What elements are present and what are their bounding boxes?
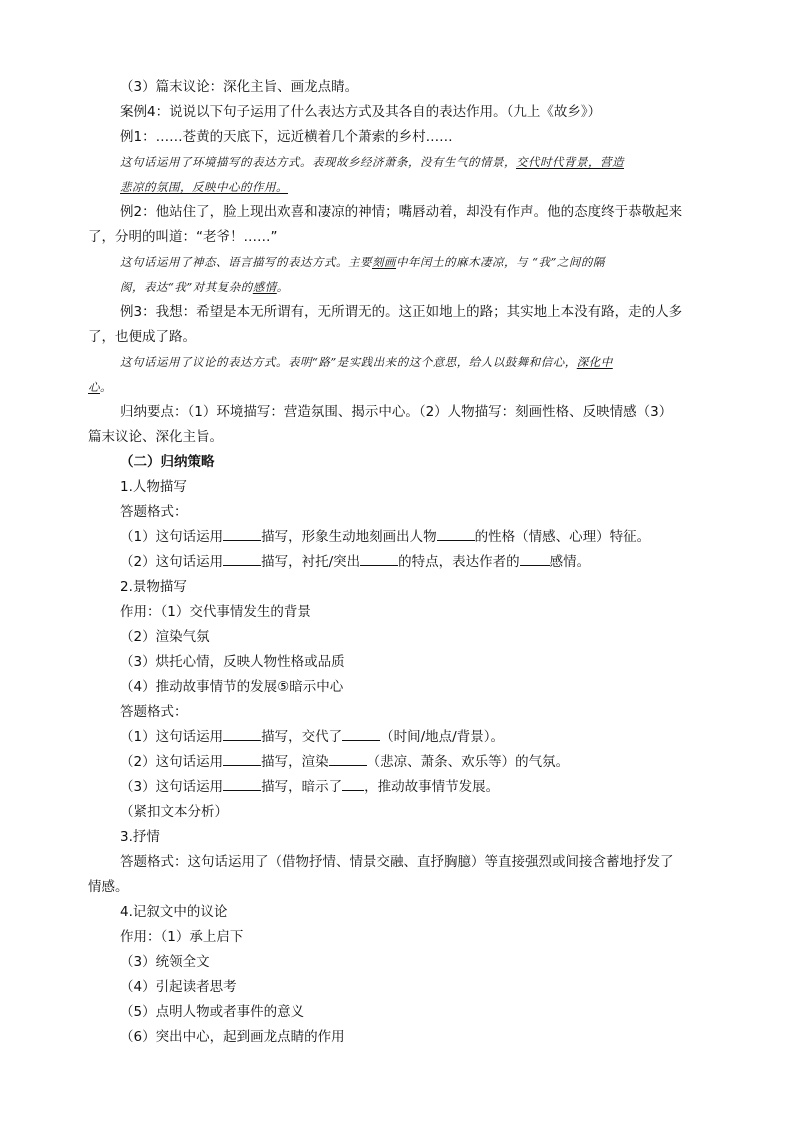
text: （3）这句话运用 (120, 779, 224, 795)
text: 篇末议论、深化主旨。 (88, 429, 223, 445)
text-line (120, 1003, 304, 1021)
fill-blank (329, 753, 367, 766)
text: 描写，暗示了 (261, 779, 343, 795)
text-line (120, 653, 345, 671)
text: 的特点，表达作者的 (398, 554, 520, 570)
fill-blank (223, 528, 261, 541)
text: 。 (100, 380, 112, 394)
text: 描写，渲染 (261, 754, 329, 770)
text: 答题格式： (120, 704, 188, 720)
text: 例1：……苍黄的天底下，远近横着几个萧索的乡村…… (120, 129, 453, 145)
text: （悲凉、萧条、欢乐等）的气氛。 (366, 754, 570, 770)
text: 例2：他站住了，脸上现出欢喜和凄凉的神情；嘴唇动着，却没有作声。他的态度终于恭敬起来 (120, 204, 683, 220)
text: 了，也便成了路。 (88, 329, 196, 345)
fill-blank (520, 553, 550, 566)
text: 案例4：说说以下句子运用了什么表达方式及其各自的表达作用。（九上《故乡》） (120, 104, 602, 120)
text: 作用：（1）承上启下 (120, 929, 244, 945)
fill-blank (223, 778, 261, 791)
text-line (120, 928, 243, 946)
answer-template (120, 753, 569, 771)
text: 这句话运用了议论的表达方式。表明“路”是实践出来的这个意思，给人以鼓舞和信心， (120, 355, 577, 369)
fill-blank (223, 753, 261, 766)
text-line (120, 978, 237, 996)
text-line (120, 853, 674, 871)
text-line (120, 953, 210, 971)
underlined-text: 交代时代背景，营造 (516, 155, 624, 169)
text: 这句话运用了神态、语言描写的表达方式。主要 (120, 255, 372, 269)
example-3 (120, 303, 682, 321)
text: 归纳要点：（1）环境描写：营造氛围、揭示中心。（2）人物描写：刻画性格、反映情感（3） (120, 404, 673, 420)
fill-blank (342, 778, 364, 791)
text-line (88, 428, 223, 446)
text: （2）这句话运用 (120, 754, 224, 770)
text: （2）渲染气氛 (120, 629, 210, 645)
text: 答题格式：这句话运用了（借物抒情、情景交融、直抒胸臆）等直接强烈或间接含蓄地抒发了 (120, 854, 674, 870)
summary-points (120, 403, 672, 421)
text: 2.景物描写 (120, 579, 187, 595)
handwritten-answer (120, 178, 288, 196)
text-line (120, 628, 210, 646)
underlined-text: 心 (88, 380, 100, 394)
handwritten-answer (120, 278, 289, 296)
text: 描写，交代了 (261, 729, 343, 745)
fill-blank (342, 728, 380, 741)
text-line (88, 328, 196, 346)
handwritten-answer (88, 378, 112, 396)
example-1 (120, 128, 453, 146)
text: （5）点明人物或者事件的意义 (120, 1004, 305, 1020)
text: （1）这句话运用 (120, 529, 224, 545)
text-line (120, 678, 343, 696)
text: 例3：我想：希望是本无所谓有，无所谓无的。这正如地上的路；其实地上本没有路，走的人多 (120, 304, 683, 320)
text-line (120, 803, 228, 821)
text: 1.人物描写 (120, 479, 187, 495)
text: 答题格式： (120, 504, 188, 520)
text: （3）烘托心情，反映人物性格或品质 (120, 654, 345, 670)
answer-template (120, 553, 590, 571)
section-heading (120, 453, 215, 471)
text: （紧扣文本分析） (120, 804, 228, 820)
text: （1）这句话运用 (120, 729, 224, 745)
text: （4）引起读者思考 (120, 979, 237, 995)
text: ，推动故事情节发展。 (364, 779, 500, 795)
handwritten-answer (120, 153, 624, 171)
text: 3.抒情 (120, 829, 160, 845)
text-line (120, 603, 311, 621)
text: （6）突出中心，起到画龙点睛的作用 (120, 1029, 345, 1045)
case-4-prompt (120, 103, 601, 121)
underlined-text: 刻画 (372, 255, 396, 269)
subheading (120, 828, 160, 846)
text: （4）推动故事情节的发展⑤暗示中心 (120, 679, 344, 695)
handwritten-answer (120, 353, 613, 371)
underlined-text: 深化中 (576, 355, 613, 369)
underlined-text: 悲凉的氛围，反映中心的作用。 (120, 180, 288, 194)
text: 作用：（1）交代事情发生的背景 (120, 604, 311, 620)
text: 描写，衬托/突出 (261, 554, 361, 570)
text-line (120, 703, 188, 721)
answer-template (120, 728, 504, 746)
text: 感情。 (549, 554, 591, 570)
subheading (120, 478, 187, 496)
text: （3）统领全文 (120, 954, 210, 970)
text: 阂，表达“我”对其复杂的 (120, 280, 253, 294)
underlined-text: 感情 (252, 280, 277, 294)
text: 中年闰土的麻木凄凉，与 “我”之间的隔 (396, 255, 605, 269)
answer-template (120, 778, 499, 796)
text-line (120, 1028, 345, 1046)
text: 这句话运用了环境描写的表达方式。表现故乡经济萧条，没有生气的情景， (120, 155, 516, 169)
text: （3）篇末议论：深化主旨、画龙点睛。 (120, 79, 359, 95)
text: （时间/地点/背景）。 (380, 729, 504, 745)
text: 描写，形象生动地刻画出人物 (261, 529, 437, 545)
text-line (120, 78, 358, 96)
fill-blank (223, 728, 261, 741)
fill-blank (360, 553, 398, 566)
subheading (120, 903, 227, 921)
text-line (88, 878, 129, 896)
subheading (120, 578, 187, 596)
text: （2）这句话运用 (120, 554, 224, 570)
text-line (88, 228, 278, 246)
fill-blank (437, 528, 475, 541)
text: 情感。 (88, 879, 129, 895)
handwritten-answer (120, 253, 605, 271)
text: （二）归纳策略 (120, 454, 215, 470)
text-line (120, 503, 188, 521)
answer-template (120, 528, 650, 546)
example-2 (120, 203, 682, 221)
fill-blank (223, 553, 261, 566)
text: 了，分明的叫道：“老爷！……” (88, 229, 278, 245)
text: 的性格（情感、心理）特征。 (474, 529, 651, 545)
text: 。 (276, 280, 289, 294)
text: 4.记叙文中的议论 (120, 904, 228, 920)
